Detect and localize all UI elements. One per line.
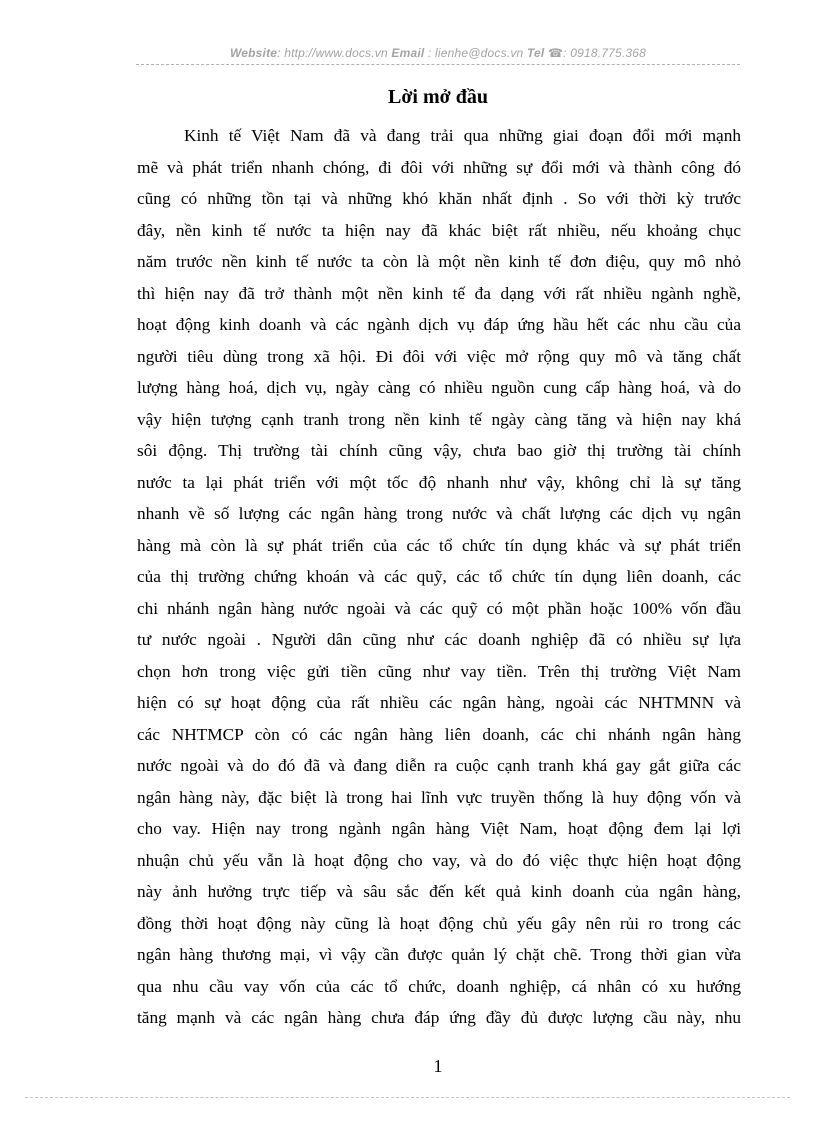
website-value: : http://www.docs.vn bbox=[277, 46, 388, 60]
paragraph-line: các NHTMCP còn có các ngân hàng liên doanh, các chi nhánh ngân hàng bbox=[137, 724, 741, 744]
paragraph-line: Kinh tế Việt Nam đã và đang trải qua những giai đoạn đổi mới mạnh bbox=[184, 126, 741, 145]
paragraph-line: năm trước nền kinh tế nước ta còn là một nền kinh tế đơn điệu, quy mô nhỏ bbox=[137, 252, 741, 271]
paragraph-line: nước ngoài và do đó đã và đang diễn ra cuộc cạnh tranh khá gay gắt giữa các bbox=[137, 756, 741, 775]
website-label: Website bbox=[229, 46, 278, 60]
phone-icon: ☎ bbox=[548, 46, 564, 60]
paragraph-line: người tiêu dùng trong xã hội. Đi đôi với việc mở rộng quy mô và tăng chất bbox=[137, 346, 741, 366]
paragraph-line: đây, nền kinh tế nước ta hiện nay đã khác biệt rất nhiều, nếu khoảng chục bbox=[137, 220, 741, 240]
page-number: 1 bbox=[433, 1056, 443, 1076]
email-value: : lienhe@docs.vn bbox=[427, 46, 524, 60]
paragraph-line: nước ta lại phát triển với một tốc độ nhanh như vậy, không chỉ là sự tăng bbox=[137, 472, 741, 492]
paragraph-line: tăng mạnh và các ngân hàng chưa đáp ứng đầy đủ được lượng cầu này, nhu bbox=[137, 1008, 741, 1027]
paragraph-line: ngân hàng thương mại, vì vậy cần được quản lý chặt chẽ. Trong thời gian vừa bbox=[137, 945, 741, 964]
paragraph-line: hàng mà còn là sự phát triển của các tổ chức tín dụng khác và sự phát triển bbox=[137, 535, 741, 555]
document-title: Lời mở đầu bbox=[388, 86, 488, 108]
paragraph-line: cho vay. Hiện nay trong ngành ngân hàng Việt Nam, hoạt động đem lại lợi bbox=[137, 819, 741, 838]
paragraph-line: đồng thời hoạt động này cũng là hoạt động chủ yếu gây nên rủi ro trong các bbox=[137, 913, 741, 933]
paragraph-line: của thị trường chứng khoán và các quỹ, các tổ chức tín dụng liên doanh, các bbox=[137, 567, 741, 586]
paragraph-line: nhuận chủ yếu vẫn là hoạt động cho vay, và do đó việc thực hiện hoạt động bbox=[137, 850, 741, 870]
footer-divider bbox=[25, 1097, 790, 1098]
paragraph-line: sôi động. Thị trường tài chính cũng vậy, chưa bao giờ thị trường tài chính bbox=[137, 441, 741, 460]
paragraph-line: tư nước ngoài . Người dân cũng như các doanh nghiệp đã có nhiều sự lựa bbox=[137, 630, 741, 649]
paragraph-line: thì hiện nay đã trở thành một nền kinh tế đa dạng với rất nhiều ngành nghề, bbox=[137, 283, 741, 303]
paragraph-line: qua nhu cầu vay vốn của các tổ chức, doanh nghiệp, cá nhân có xu hướng bbox=[137, 976, 741, 996]
paragraph-line: cũng có những tồn tại và những khó khăn nhất định . So với thời kỳ trước bbox=[137, 189, 741, 208]
tel-label: Tel bbox=[526, 46, 545, 60]
paragraph-line: vậy hiện tượng cạnh tranh trong nền kinh tế ngày càng tăng và hiện nay khá bbox=[137, 409, 741, 429]
paragraph-line: mẽ và phát triển nhanh chóng, đi đôi với những sự đổi mới và thành công đó bbox=[137, 157, 741, 177]
paragraph-line: chi nhánh ngân hàng nước ngoài và các quỹ có một phần hoặc 100% vốn đầu bbox=[137, 598, 741, 618]
paragraph-line: này ảnh hưởng trực tiếp và sâu sắc đến kết quả kinh doanh của ngân hàng, bbox=[137, 882, 741, 901]
paragraph-line: hiện có sự hoạt động của rất nhiều các ngân hàng, ngoài các NHTMNN và bbox=[137, 693, 741, 712]
body-paragraph bbox=[137, 120, 741, 1034]
paragraph-line: nhanh về số lượng các ngân hàng trong nước và chất lượng các dịch vụ ngân bbox=[137, 504, 741, 523]
paragraph-line: ngân hàng này, đặc biệt là trong hai lĩnh vực truyền thống là huy động vốn và bbox=[137, 787, 741, 807]
paragraph-line: lượng hàng hoá, dịch vụ, ngày càng có nhiều nguồn cung cấp hàng hoá, và do bbox=[137, 378, 741, 397]
paragraph-line: hoạt động kinh doanh và các ngành dịch vụ đáp ứng hầu hết các nhu cầu của bbox=[137, 315, 741, 334]
header-divider bbox=[136, 64, 740, 65]
page-header bbox=[136, 46, 740, 60]
email-label: Email bbox=[391, 46, 425, 60]
tel-value: : 0918.775.368 bbox=[563, 46, 647, 60]
paragraph-line: chọn hơn trong việc gửi tiền cũng như vay tiền. Trên thị trường Việt Nam bbox=[137, 661, 741, 681]
